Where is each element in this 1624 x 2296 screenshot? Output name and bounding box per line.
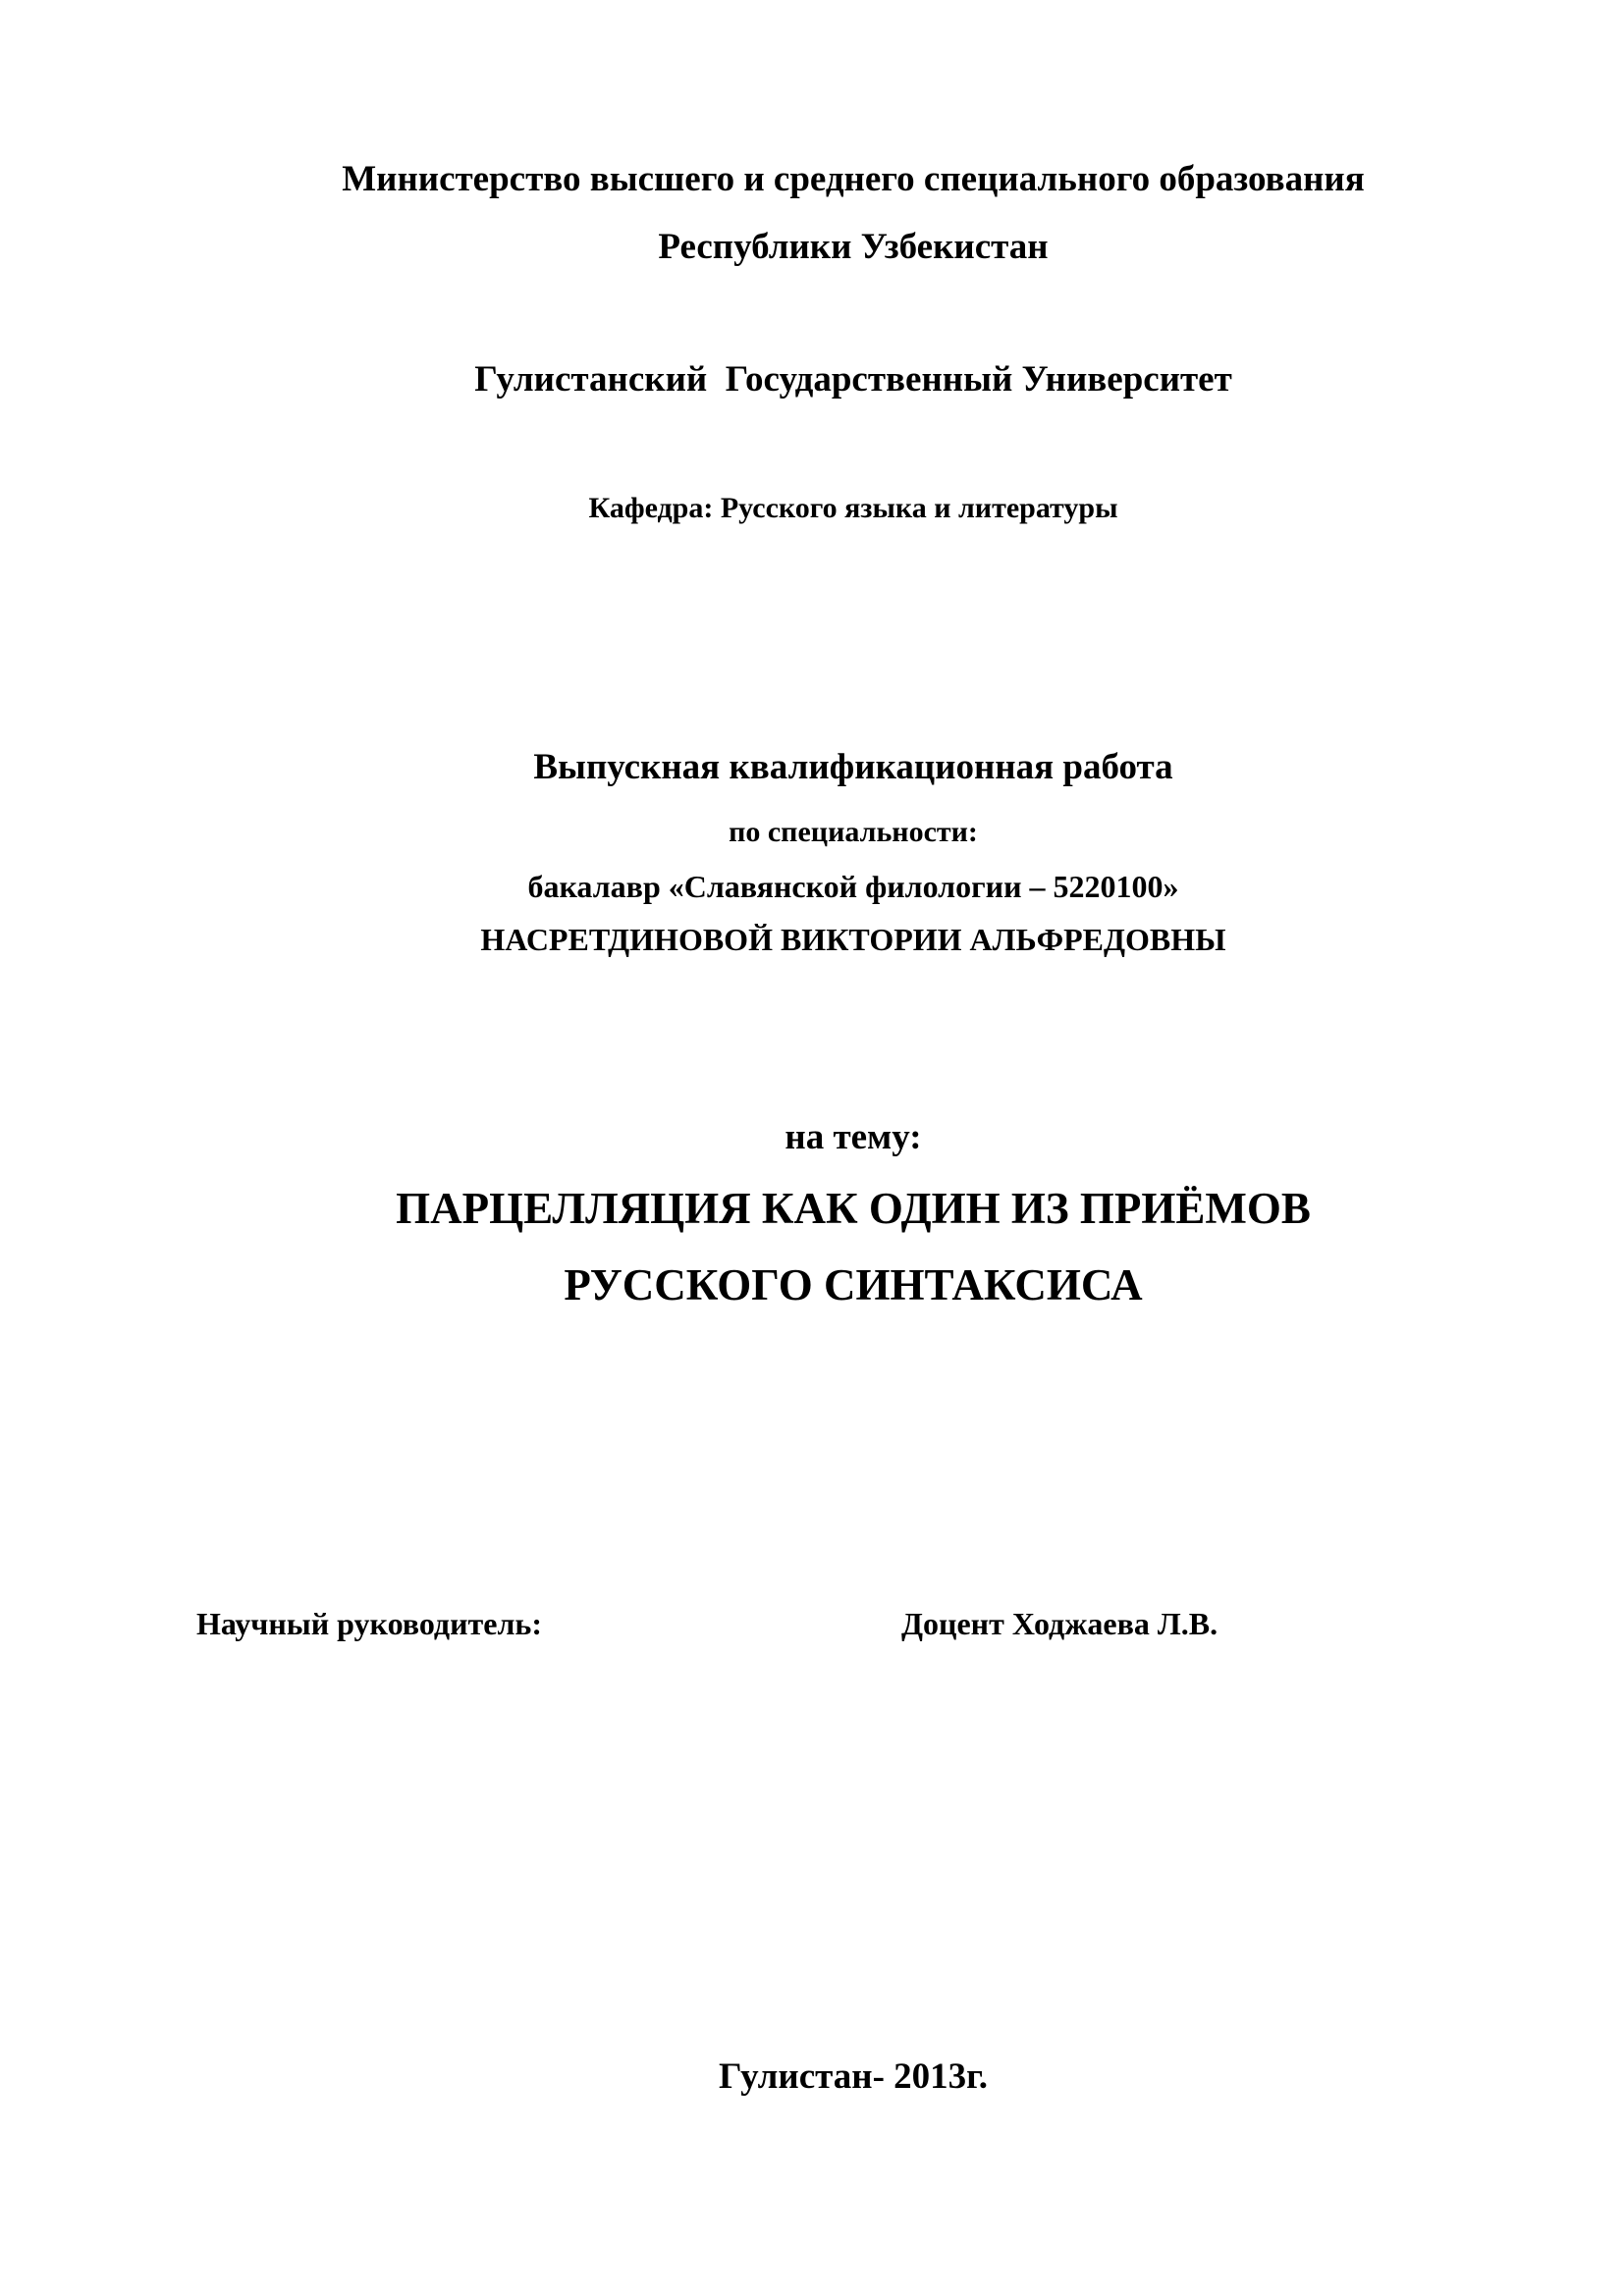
topic-label: на тему: <box>785 1117 922 1157</box>
specialty-label: по специальности: <box>729 816 978 848</box>
author-name: НАСРЕТДИНОВОЙ ВИКТОРИИ АЛЬФРЕДОВНЫ <box>480 922 1226 957</box>
supervisor-name: Доцент Ходжаева Л.В. <box>901 1606 1218 1641</box>
university-name: Гулистанский Государственный Университет <box>474 359 1232 400</box>
ministry-line-1: Министерство высшего и среднего специального образования <box>342 159 1365 199</box>
topic-title-line-1: ПАРЦЕЛЛЯЦИЯ КАК ОДИН ИЗ ПРИЁМОВ <box>396 1184 1311 1233</box>
ministry-line-2: Республики Узбекистан <box>658 227 1049 267</box>
department-name: Кафедра: Русского языка и литературы <box>588 492 1118 524</box>
work-title: Выпускная квалификационная работа <box>533 747 1173 787</box>
city-year: Гулистан- 2013г. <box>718 2056 989 2097</box>
specialty: бакалавр «Славянской филологии – 5220100» <box>527 869 1179 904</box>
supervisor-label: Научный руководитель: <box>196 1606 542 1641</box>
topic-title-line-2: РУССКОГО СИНТАКСИСА <box>564 1260 1143 1309</box>
